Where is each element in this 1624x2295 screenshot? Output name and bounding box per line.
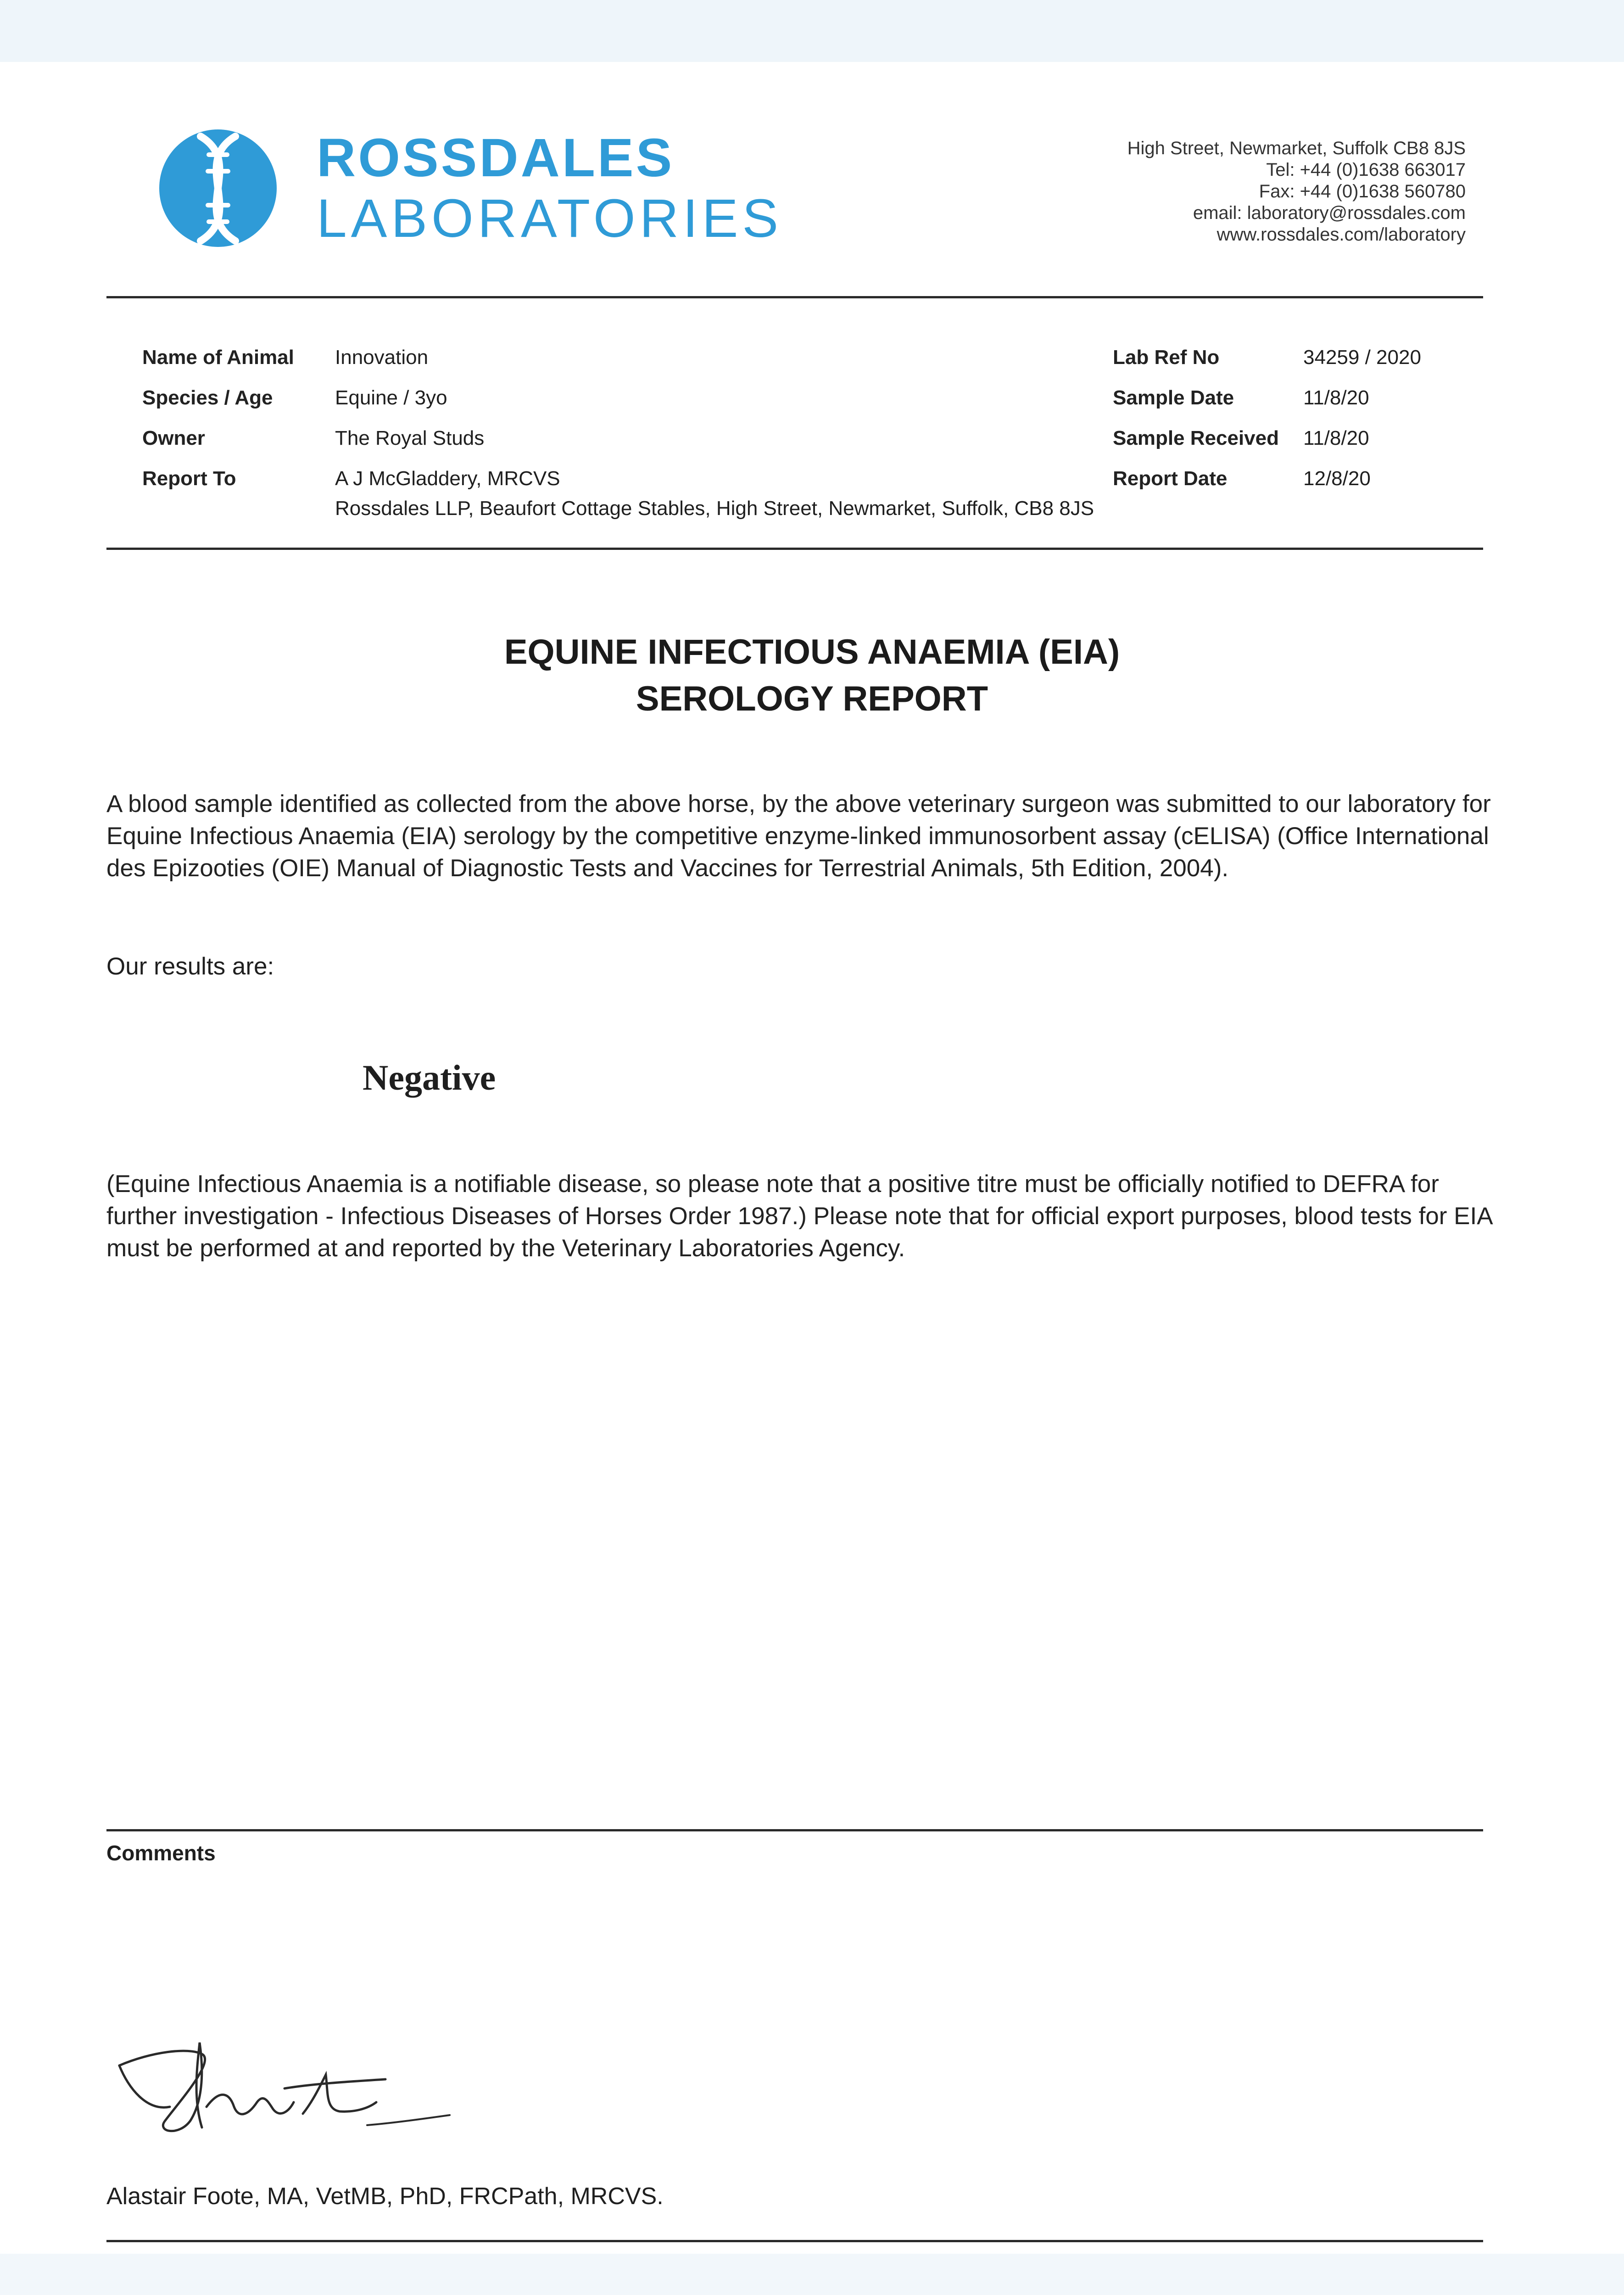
results-label: Our results are: (106, 953, 274, 980)
label-owner: Owner (142, 427, 205, 449)
value-name-of-animal: Innovation (335, 346, 429, 369)
divider-comments (106, 1829, 1483, 1831)
label-report-to: Report To (142, 467, 236, 490)
label-species-age: Species / Age (142, 386, 273, 409)
label-sample-received: Sample Received (1113, 427, 1279, 449)
value-sample-date: 11/8/20 (1303, 386, 1369, 409)
label-report-date: Report Date (1113, 467, 1228, 490)
logo-line-1: ROSSDALES (317, 128, 675, 188)
value-report-to-address: Rossdales LLP, Beaufort Cottage Stables, High Street, Newmarket, Suffolk, CB8 8JS (335, 497, 1094, 520)
details-right-values (1303, 337, 1421, 499)
details-right-labels (1113, 337, 1279, 499)
divider-footer (106, 2240, 1483, 2242)
value-species-age: Equine / 3yo (335, 386, 447, 409)
address-email: email: laboratory@rossdales.com (1193, 203, 1466, 223)
value-sample-received: 11/8/20 (1303, 427, 1369, 449)
details-left-labels (142, 337, 294, 499)
logo-line-2: LABORATORIES (317, 188, 783, 249)
value-owner: The Royal Studs (335, 427, 485, 449)
signer-name: Alastair Foote, MA, VetMB, PhD, FRCPath, MRCVS. (106, 2183, 664, 2210)
address-tel: Tel: +44 (0)1638 663017 (1266, 160, 1466, 180)
value-report-to: A J McGladdery, MRCVS (335, 467, 560, 490)
value-lab-ref-no: 34259 / 2020 (1303, 346, 1421, 369)
lab-logo-text (317, 128, 783, 249)
address-fax: Fax: +44 (0)1638 560780 (1259, 181, 1466, 202)
handwritten-signature (110, 2033, 473, 2144)
scan-edge-bottom (0, 2254, 1624, 2295)
value-report-date: 12/8/20 (1303, 467, 1371, 490)
details-left-values (335, 337, 560, 499)
label-lab-ref-no: Lab Ref No (1113, 346, 1220, 369)
label-name-of-animal: Name of Animal (142, 346, 294, 369)
lab-address (1127, 138, 1466, 246)
divider-header (106, 296, 1483, 298)
test-result: Negative (363, 1058, 496, 1097)
address-street: High Street, Newmarket, Suffolk CB8 8JS (1127, 138, 1466, 158)
report-title (0, 629, 1624, 722)
divider-details (106, 548, 1483, 550)
report-title-line-2: SEROLOGY REPORT (636, 679, 988, 718)
label-sample-date: Sample Date (1113, 386, 1234, 409)
notifiable-disease-note: (Equine Infectious Anaemia is a notifiable disease, so please note that a positive titre must be officially notified to DEFRA for further investigation - Infectious Diseases of Horses Order 1987.) Please note that for official export purposes, blood tests for EIA must be performed at and reported by the Veterinary Laboratories Agency. (106, 1170, 1492, 1262)
comments-label: Comments (106, 1841, 216, 1865)
report-title-line-1: EQUINE INFECTIOUS ANAEMIA (EIA) (504, 633, 1120, 672)
intro-paragraph: A blood sample identified as collected from the above horse, by the above veterinary surgeon was submitted to our laboratory for Equine Infectious Anaemia (EIA) serology by the competitive enzyme-linked immunosorbent assay (cELISA) (Office International des Epizooties (OIE) Manual of Diagnostic Tests and Vaccines for Terrestrial Animals, 5th Edition, 2004). (106, 790, 1491, 882)
address-website: www.rossdales.com/laboratory (1217, 224, 1466, 245)
scan-edge-top (0, 0, 1624, 62)
dna-helix-icon (158, 126, 278, 250)
